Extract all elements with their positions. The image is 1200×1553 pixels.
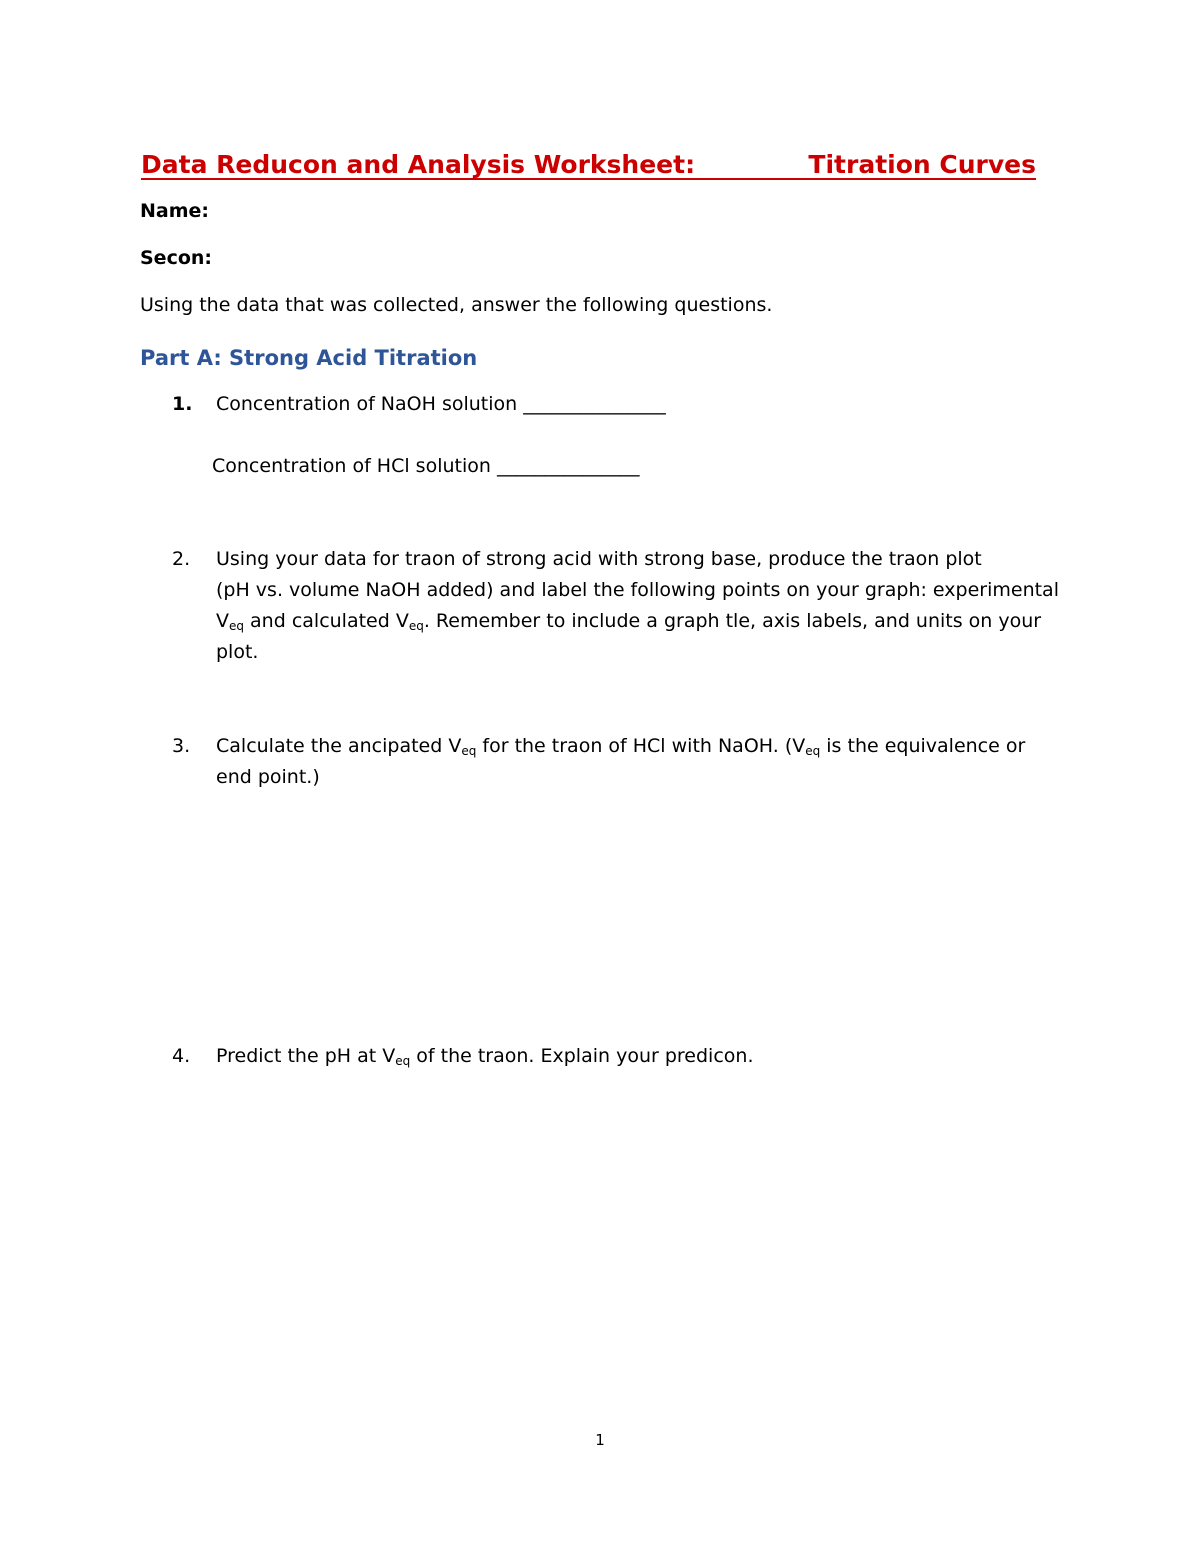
name-label: Name:: [140, 200, 210, 222]
q2-line-2: (pH vs. volume NaOH added) and label the following points on your graph: experimental: [216, 579, 1059, 601]
q2-line-3-mid: and calculated V: [244, 610, 409, 632]
q1-number: 1.: [172, 393, 193, 415]
q2-line-3: [216, 608, 1041, 634]
q4-eq-subscript: eq: [395, 1054, 411, 1068]
title-underline: [141, 178, 1036, 180]
q2-eq-subscript-2: eq: [408, 619, 424, 633]
q2-eq-subscript-1: eq: [229, 619, 244, 633]
q2-line-3-end: . Remember to include a graph tle, axis labels, and units on your: [423, 610, 1042, 632]
q3-eq-subscript-2: eq: [805, 744, 821, 758]
intro-text: Using the data that was collected, answer the following questions.: [140, 294, 773, 316]
page-number: 1: [595, 1431, 605, 1449]
q3-number: 3.: [172, 735, 191, 757]
q3-line-2: end point.): [216, 766, 320, 788]
q4-number: 4.: [172, 1045, 191, 1067]
q4-text-a: Predict the pH at V: [216, 1045, 396, 1067]
q3-text-a: Calculate the ancipated V: [216, 735, 462, 757]
q1-naoh-line: Concentration of NaOH solution _______________: [216, 393, 666, 415]
q3-text-b: for the traon of HCl with NaOH. (V: [476, 735, 806, 757]
q1-hcl-line: Concentration of HCl solution _______________: [212, 455, 640, 477]
worksheet-title: [141, 148, 1036, 182]
q4-line-1: [216, 1043, 754, 1069]
q2-number: 2.: [172, 548, 191, 570]
part-a-heading: Part A: Strong Acid Titration: [140, 346, 478, 370]
q2-v-symbol-1: V: [216, 610, 229, 632]
section-label: Secon:: [140, 247, 213, 269]
q4-text-b: of the traon. Explain your predicon.: [410, 1045, 754, 1067]
q2-line-1: Using your data for traon of strong acid with strong base, produce the traon plot: [216, 548, 982, 570]
title-right: Titration Curves: [808, 150, 1036, 179]
title-left: Data Reducon and Analysis Worksheet:: [141, 150, 696, 179]
q2-line-4: plot.: [216, 641, 259, 663]
q3-eq-subscript-1: eq: [461, 744, 477, 758]
q3-line-1: [216, 733, 1025, 759]
q3-text-c: is the equivalence or: [820, 735, 1026, 757]
